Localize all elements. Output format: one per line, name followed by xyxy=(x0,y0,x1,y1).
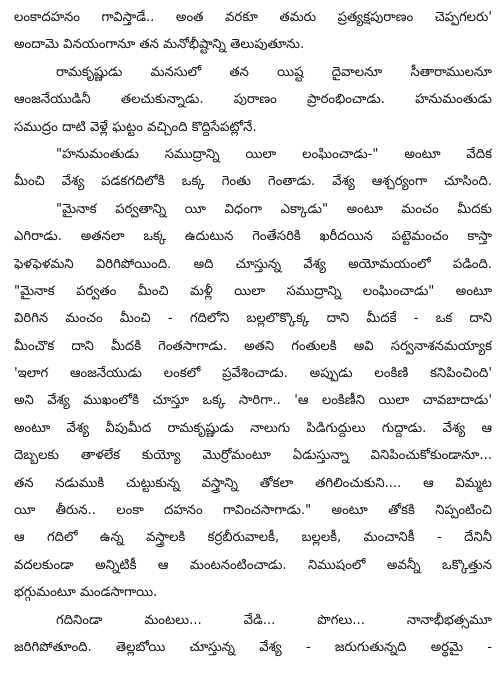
text-line: గదినిండా మంటలు... వేడి... పొగలు... నానాభీభత్సమూ xyxy=(56,612,492,628)
text-line: తన నడుముకి చుట్టుకున్న వస్త్రాన్ని తోకలా తగిలించుకుని.... ఆ విమ్మట xyxy=(14,475,492,491)
text-line: విరిగిన మంచం మీంచి - గదిలోని బల్లలొక్కొక్క దాని మీదకే - ఒక దాని xyxy=(14,311,492,327)
text-line: అంటూ వేశ్య వీపుమీద రామకృష్ణుడు నాలుగు పిడిగుద్దులు గుద్దాడు. వేశ్య ఆ xyxy=(14,420,492,436)
text-line: యీ తీరున.. లంకా దహనం గావించసాగాడు." అంటూ తోకకి నిప్పంటించి xyxy=(14,503,492,519)
text-line: 'ఇలాగ ఆంజనేయుడు లంకలో ప్రవేశించాడు. అప్పుడు లంకిణి కనిపించింది' xyxy=(14,366,492,382)
text-line: రామకృష్ణుడు మనసులో తన యిష్ట దైవాలనూ సీతారాములనూ xyxy=(56,64,492,80)
text-line: లంకాదహనం గావిస్తాడే.. అంత వరకూ తమరు ప్రత్యక్షపురాణం చెప్పగలరు' xyxy=(14,10,492,25)
text-line: జరిగిపోతూంది. తెల్లబోయి చూస్తున్న వేశ్య - జరుగుతున్నది అర్థమై - xyxy=(14,639,492,655)
text-line: ఎగిరాడు. అతనలా ఒక్క ఉదుటున గెంతేసరికి ఖరీదయిన పట్టెమంచం కాస్తా xyxy=(14,229,492,245)
text-line: ఆంజనేయుడినీ తలచుకున్నాడు. పురాణం ప్రారంభించాడు. హనుమంతుడు xyxy=(14,92,492,108)
text-line: దెబ్బలకు తాళలేక కుయ్యో మొర్రోమంటూ ఏడుస్తున్నా వినిపించుకోకుండానూ... xyxy=(14,448,492,464)
text-line: "మైనాక పర్వతం మీంచి మళ్లీ యిలా సముద్రాన్ని లంఘించాడు" అంటూ xyxy=(14,283,492,299)
text-line: భగ్గుమంటూ మండసాగాయి. xyxy=(14,585,158,601)
text-line: ఆ గదిలో ఉన్న వస్త్రాలకి కర్రబీరువాలకీ, బల్లలకీ, మంచానికీ - దేనినీ xyxy=(14,530,492,546)
text-line: అందామె వినయంగానూ తన మనోభీష్టాన్ని తెలుపుతూను. xyxy=(14,37,305,53)
text-line: మీంచి వేశ్య పడకగదిలోకి ఒక్క గెంతు గెంతాడు. వేశ్య ఆశ్చర్యంగా చూసింది. xyxy=(14,174,492,190)
text-line: అని వేశ్య ముఖంలోకి చూస్తూ ఒక్క సారిగా.. 'ఆ లంకిణీని యిలా చావబాదాడు' xyxy=(14,393,492,409)
text-line: సముద్రం దాటి వెళ్లే ఘట్టం వచ్చింది కొద్దిసేపట్లోనే. xyxy=(14,119,257,135)
text-line: "హనుమంతుడు సముద్రాన్ని యిలా లంఘించాడు-" అంటూ వేదిక xyxy=(56,146,492,162)
text-line: "మైనాక పర్వతాన్ని యీ విధంగా ఎక్కాడు" అంటూ మంచం మీదకు xyxy=(56,201,492,217)
text-line: వదలకుండా అన్నిటికీ ఆ మంటనంటించాడు. నిముషంలో అవన్నీ ఒక్కొత్తున xyxy=(14,557,492,573)
text-line: మీంచొక దాని మీదకి గెంతసాగాడు. అతని గంతులకి అవి సర్వనాశనమయ్యాక xyxy=(14,338,492,354)
text-line: ఫెళఫెళమని విరిగిపోయింది. అది చూస్తున్న వేశ్య అయోమయంలో పడింది. xyxy=(14,256,492,272)
